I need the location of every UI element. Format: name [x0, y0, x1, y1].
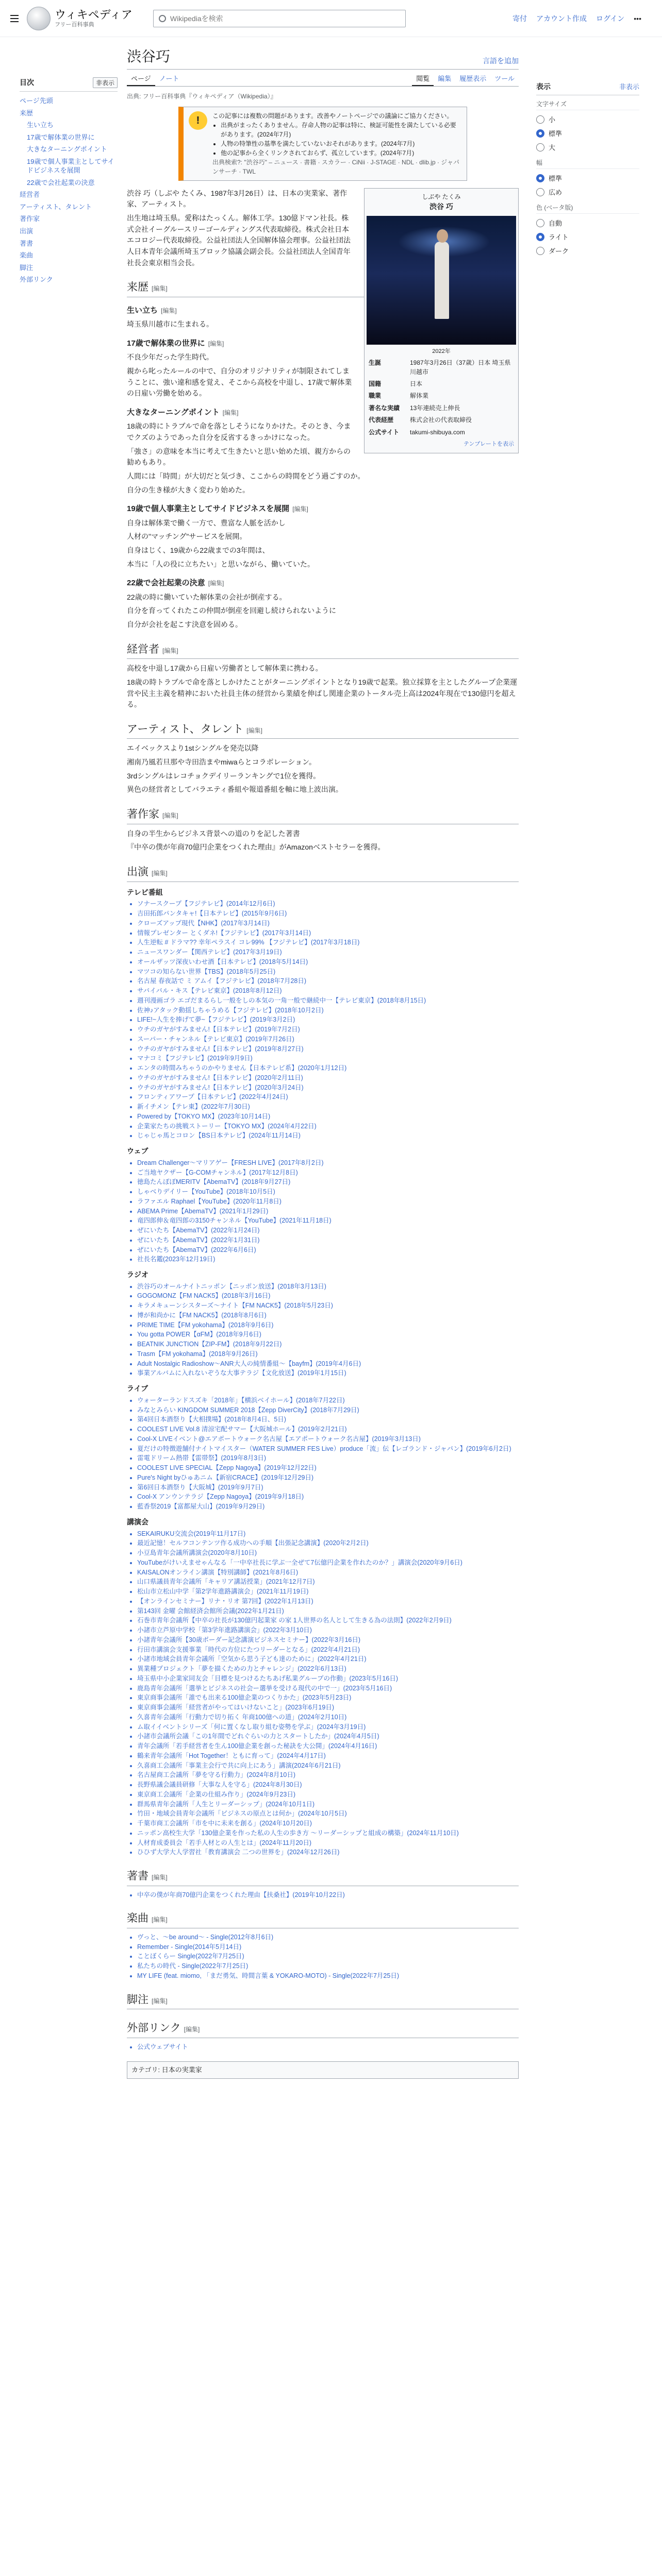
- color-dark[interactable]: ダーク: [536, 244, 639, 258]
- list-item[interactable]: • COOLEST LIVE Vol.8 清涼宅配サマー【大阪城ホール】(2019年2月21日): [137, 1425, 519, 1434]
- list-item[interactable]: • 藍香祭2019【富都屋大山】(2019年9月29日): [137, 1502, 519, 1512]
- subsection-web: ウェブ: [127, 1147, 148, 1156]
- list-item[interactable]: • ABEMA Prime【AbemaTV】(2021年1月29日): [137, 1207, 519, 1216]
- list-item[interactable]: • 小諸市地域会員青年会議所「空気から思う子ども達のために」(2022年4月21日): [137, 1654, 519, 1664]
- list-item[interactable]: • ウチのガヤがすみません!【日本テレビ】(2020年3月24日): [137, 1083, 519, 1093]
- edit-link[interactable]: [編集]: [152, 285, 168, 293]
- infobox-key: 国籍: [369, 380, 382, 387]
- paragraph: 「強さ」の意味を本当に考えて生きたいと思い始めた頃、親方からの勧めもあり。: [127, 447, 351, 467]
- list-item[interactable]: • Remember - Single(2014年5月14日): [137, 1942, 519, 1952]
- infobox-key: 職業: [369, 392, 382, 400]
- width-standard[interactable]: 標準: [536, 171, 639, 185]
- toc-item[interactable]: アーティスト、タレント: [20, 202, 92, 211]
- section-external-links: 外部リンク [編集]: [127, 2020, 519, 2038]
- paragraph: 自身は解体業で働く一方で、豊富な人脈を活かし: [127, 518, 286, 527]
- toc-hide-button[interactable]: 非表示: [93, 77, 118, 88]
- subsection-19: 19歳で個人事業主としてサイドビジネスを展開 [編集]: [127, 504, 308, 514]
- source-search-links[interactable]: 出典検索?: "渋谷巧" – ニュース · 書籍 · スカラー · CiNii · J-STAGE · NDL · dlib.jp · ジャパンサーチ · TWL: [212, 158, 460, 175]
- paragraph: エイベックスより1stシングルを発売以降: [127, 744, 259, 753]
- list-item[interactable]: • 久喜商工会議所「事業主会行で共に向上にあう」講演(2024年6月21日): [137, 1761, 519, 1771]
- text-size-large[interactable]: 大: [536, 140, 639, 154]
- site-logo[interactable]: [27, 7, 133, 30]
- wikipedia-globe-icon: [27, 7, 51, 30]
- list-item[interactable]: • 第6回日本酒祭り【大阪城】(2019年9月7日): [137, 1483, 519, 1493]
- paragraph: 不良少年だった学生時代。: [127, 353, 213, 362]
- music-list: [127, 1933, 519, 1981]
- infobox-key: 生誕: [369, 359, 382, 367]
- subsection-radio: ラジオ: [127, 1270, 148, 1279]
- list-item[interactable]: • 【オンラインセミナー】リナ・リオ 第7回】(2022年1月13日): [137, 1597, 519, 1606]
- create-account-link[interactable]: アカウント作成: [536, 14, 587, 23]
- list-item[interactable]: • しゃべりデイリー【YouTube】(2018年10月5日): [137, 1187, 519, 1197]
- paragraph: 18歳の時にトラブルで命を落としそうになりかけた。そのとき、今までクズのようであった自分を反省するきっかけになった。: [127, 422, 351, 442]
- color-label: 色 (ベータ版): [536, 203, 639, 214]
- list-item[interactable]: • ご当地ヤクザー【G-COMチャンネル】(2017年12月8日): [137, 1168, 519, 1178]
- toc-item[interactable]: 生い立ち: [27, 121, 54, 129]
- article-body: [127, 92, 519, 2079]
- paragraph: 18歳の時トラブルで命を落としかけたことがターニングポイントとなり19歳で起業。独立採算を主としたグループ企業運営や民主主義を精神においた社員主体の経営から業績を伸ばし関連企業のトータル売上高は2024年現在で130億円を超える。: [127, 677, 518, 709]
- subsection-tv: テレビ番組: [127, 888, 163, 896]
- donate-link[interactable]: 寄付: [512, 14, 527, 23]
- from-line: 出典: フリー百科事典『ウィキペディア（Wikipedia）』: [127, 93, 277, 100]
- list-item[interactable]: • Cool-X アンウンテラジ【Zepp Nagoya】(2019年9月18日): [137, 1492, 519, 1502]
- list-item[interactable]: • 山口県議員青年会議所「キャリア講話授業」(2021年12月7日): [137, 1577, 519, 1587]
- list-item[interactable]: • マツコの知らない世界【TBS】(2018年5月25日): [137, 967, 519, 977]
- lead-paragraph: 渋谷 巧（しぶや たくみ、1987年3月26日）は、日本の実業家、著作家、アーティスト。: [127, 189, 347, 209]
- paragraph: 3rdシングルはレコチョクデイリーランキングで1位を獲得。: [127, 771, 321, 780]
- text-size-label: 文字サイズ: [536, 99, 639, 110]
- list-item[interactable]: • 公式ウェブサイト: [137, 2042, 519, 2052]
- paragraph: 自身の半生からビジネス背景への道のりを記した著書: [127, 829, 300, 838]
- infobox-row: [367, 427, 516, 438]
- paragraph: 異色の経営者としてバラエティ番組や報道番組を軸に地上波出演。: [127, 785, 343, 794]
- tab-history[interactable]: 履歴表示: [459, 75, 487, 82]
- list-item[interactable]: • 雷電ドリーム熱帯【雷帯祭】(2019年8月3日): [137, 1453, 519, 1463]
- list-item[interactable]: • クローズアップ現代【NHK】(2017年3月14日): [137, 919, 519, 928]
- list-item[interactable]: • ぜにいたち【AbemaTV】(2022年1月31日): [137, 1235, 519, 1245]
- paragraph: 人間には「時間」が大切だと気づき、ここからの時間をどう過ごすのか。: [127, 471, 365, 480]
- search-box[interactable]: [153, 10, 406, 27]
- list-item[interactable]: • YouTubeがけいえませゃんなる「一中卒社長に学ぶ一全ぜて7伝億円企業を作れたのか？」講演会(2020年9月6日): [137, 1558, 519, 1568]
- infobox-key: 代表経歴: [369, 416, 394, 424]
- list-item[interactable]: • 私たちの時代 - Single(2022年7月25日): [137, 1961, 519, 1971]
- infobox-kana: しぶや たくみ: [422, 193, 461, 200]
- list-item[interactable]: • ウチのガヤがすみません!【日本テレビ】(2020年2月11日): [137, 1073, 519, 1083]
- paragraph: 『中卒の僕が年商70億円企業をつくれた理由』がAmazonベストセラーを獲得。: [127, 843, 385, 852]
- subsection-live: ライブ: [127, 1384, 148, 1393]
- list-item[interactable]: • ヴっと、〜be around〜 - Single(2012年8月6日): [137, 1933, 519, 1942]
- infobox: [364, 188, 519, 453]
- section-artist: アーティスト、タレント [編集]: [127, 721, 519, 739]
- list-item[interactable]: • Trasm【FM yokohama】(2018年9月26日): [137, 1349, 519, 1359]
- edit-link[interactable]: [編集]: [162, 647, 178, 654]
- site-title: ウィキペディア: [55, 8, 133, 22]
- list-item[interactable]: • 中卒の僕が年商70億円企業をつくれた理由【扶桑社】(2019年10月22日): [137, 1890, 519, 1900]
- list-item[interactable]: • ひひず大学大人学習社「教育講演会 二つの世界を」(2024年12月26日): [137, 1848, 519, 1857]
- paragraph: 自分の生き様が大きく変わり始めた。: [127, 485, 250, 494]
- list-item[interactable]: • ウチのガヤがすみません!【日本テレビ】(2019年8月27日): [137, 1044, 519, 1054]
- list-item[interactable]: • 企業家たちの挑戦ストーリー【TOKYO MX】(2024年4月22日): [137, 1122, 519, 1131]
- lead-paragraph-2: 出生地は埼玉県。愛称はたっくん。解体工学。130億ドマン社長。株式会社イーグルースリーゴールディングス代表取締役。株式会社日本エコロジー代表取締役。公益社団法人全国解体協会理事。公益社団法人日本青年会議所埼玉ブロック協議会副会長。公益社団法人全国青年社長会東京相当会長。: [127, 213, 351, 267]
- site-subtitle: フリー百科事典: [55, 21, 94, 28]
- list-item[interactable]: • ことぼくらー Single(2022年7月25日): [137, 1952, 519, 1961]
- section-notes: 脚注 [編集]: [127, 1991, 519, 2010]
- radio-list: [127, 1282, 519, 1379]
- issues-box: [178, 107, 467, 181]
- list-item[interactable]: • You gotta POWER【αFM】(2018年9月6日): [137, 1330, 519, 1340]
- width-label: 幅: [536, 158, 639, 169]
- list-item[interactable]: • GOGOMONZ【FM NACK5】(2018年3月16日): [137, 1291, 519, 1301]
- toc-item[interactable]: 来歴: [20, 109, 34, 117]
- main-menu-button[interactable]: [6, 10, 23, 27]
- search-input[interactable]: [170, 14, 400, 23]
- list-item[interactable]: • 鶴来青年会議所「Hot Together！ともに育って」(2024年4月17日): [137, 1751, 519, 1761]
- list-item[interactable]: • 東京商事会議所「経営者がやってはいけないこと」(2023年6月19日): [137, 1703, 519, 1713]
- list-item[interactable]: • 人材育成委員会「若手人材との人生とは」(2024年11月20日): [137, 1838, 519, 1848]
- infobox-value: 13年連続売上伸長: [410, 404, 460, 412]
- list-item[interactable]: • 情報プレゼンター とくダネ!【フジテレビ】(2017年3月14日): [137, 928, 519, 938]
- section-management: 経営者 [編集]: [127, 641, 519, 659]
- list-item[interactable]: • フロンティアワープ【日本テレビ】(2022年4月24日): [137, 1092, 519, 1102]
- edit-link[interactable]: [編集]: [152, 870, 168, 877]
- edit-link[interactable]: [編集]: [208, 580, 224, 587]
- appearance-hide-button[interactable]: 非表示: [619, 83, 639, 91]
- section-history: 来歴 [編集]: [127, 279, 519, 297]
- infobox-row: [367, 402, 516, 414]
- list-item[interactable]: • SEKAIRUKU交流会(2019年11月17日): [137, 1529, 519, 1539]
- list-item[interactable]: • ぜにいたち【AbemaTV】(2022年6月6日): [137, 1245, 519, 1255]
- list-item[interactable]: • 小諸市会議所会議「この1年間でどれぐらいの力とスタートしたか」(2024年4月5日): [137, 1732, 519, 1741]
- list-item[interactable]: • ソナースクープ【フジテレビ】(2014年12月6日): [137, 899, 519, 909]
- edit-link[interactable]: [編集]: [292, 505, 308, 513]
- edit-link[interactable]: [編集]: [162, 812, 178, 820]
- show-template-link[interactable]: テンプレートを表示: [463, 440, 514, 447]
- section-writer: 著作家 [編集]: [127, 806, 519, 824]
- page-title: 渋谷巧: [127, 49, 171, 65]
- subsection-17: 17歳で解体業の世界に [編集]: [127, 338, 224, 348]
- list-item[interactable]: • 新イチメン【テレ東】(2022年7月30日): [137, 1102, 519, 1112]
- edit-link[interactable]: [編集]: [208, 340, 224, 347]
- list-item[interactable]: • 異業種プロジェクト「夢を描くための力とチャレンジ」(2022年6月13日): [137, 1664, 519, 1674]
- list-item[interactable]: • ム取イイベントシリーズ「何に置くなし取り組む姿勢を学ぶ」(2024年3月19日): [137, 1722, 519, 1732]
- list-item[interactable]: • 夏だけの特徴遊舗付ナイトマイスター（WATER SUMMER FES Live）produce「流」伝【レゴランド・ジャパン】(2019年6月2日): [137, 1444, 519, 1454]
- list-item[interactable]: • 群馬県青年会議所「人生とリーダーシップ」(2024年10月1日): [137, 1800, 519, 1809]
- list-item[interactable]: • 第4回日本酒祭り【大相撲場】(2018年8月4日、5日): [137, 1415, 519, 1425]
- list-item[interactable]: • Adult Nostalgic Radioshow〜ANR大人の純情番組〜【bayfm】(2019年4月6日): [137, 1359, 519, 1369]
- list-item[interactable]: • LIFE!~人生を捧げて夢~【フジテレビ】(2019年3月2日): [137, 1015, 519, 1025]
- tab-edit[interactable]: 編集: [438, 75, 452, 82]
- list-item[interactable]: • 東京商事会議所「誰でも出来る100億企業のつくりかた」(2023年5月23日): [137, 1693, 519, 1703]
- paragraph: 自分を育ってくれたこの仲間が倒産を回避し続けられないように: [127, 606, 336, 615]
- infobox-name: 渋谷 巧: [429, 202, 453, 211]
- appearance-title: 表示: [536, 82, 551, 91]
- list-item[interactable]: • ウチのガヤがすみません!【日本テレビ】(2019年7月2日): [137, 1025, 519, 1035]
- list-item[interactable]: • 鹿島青年会議所「選挙とビジネスの社会ー選挙を受ける現代の中で一」(2023年5月16日): [137, 1684, 519, 1693]
- list-item[interactable]: • ニュースワンダー【関西テレビ】(2017年3月19日): [137, 947, 519, 957]
- toc-item[interactable]: 22歳で会社起業の決意: [27, 178, 95, 187]
- list-item[interactable]: • じゃじゃ馬とコロン【BS日本テレビ】(2024年11月14日): [137, 1131, 519, 1141]
- list-item[interactable]: • サバイバル・キス【テレビ東京】(2018年8月12日): [137, 986, 519, 996]
- image-caption: 2022年: [432, 348, 451, 355]
- paragraph: 自分が会社を起こす決意を固める。: [127, 620, 242, 629]
- list-item[interactable]: • ニッポン高校生大学「130億企業を作った私の人生の歩き方 ～リーダーシップと組成の構築」(2024年11月10日): [137, 1828, 519, 1838]
- list-item[interactable]: • 最近記憶！セルフコンテンツ作る成功への手順【出張記念講演】(2020年2月2日): [137, 1538, 519, 1548]
- subsection-lectures: 講演会: [127, 1517, 148, 1526]
- list-item[interactable]: • 徳島たんぽぽMERITV【AbemaTV】(2018年9月27日): [137, 1177, 519, 1187]
- web-list: [127, 1158, 519, 1264]
- warning-icon: !: [189, 111, 207, 130]
- list-item[interactable]: • マナコミ【フジテレビ】(2019年9月9日): [137, 1054, 519, 1063]
- list-item[interactable]: • 石巻市青年会議所【中卒の社長が130億円起業家 の家 1人世界の名人として生きる為の法則】(2022年2月9日): [137, 1616, 519, 1625]
- list-item[interactable]: • 週刊漫画ゴラ エゴだまるらし一般をしの本気の一角一般で継続中一【テレビ東京】(2018年8月15日): [137, 996, 519, 1006]
- appearance-panel: [536, 77, 639, 258]
- toc-item[interactable]: 脚注: [20, 263, 34, 272]
- color-light[interactable]: ライト: [536, 230, 639, 244]
- add-languages-button[interactable]: 言語を追加: [483, 57, 519, 65]
- edit-link[interactable]: [編集]: [246, 726, 262, 734]
- paragraph: 人材の"マッチング"サービスを展開。: [127, 532, 247, 541]
- list-item[interactable]: • キラメキューンシスターズ〜ナイト【FM NACK5】(2018年5月23日): [137, 1301, 519, 1311]
- toc-list: [20, 95, 118, 286]
- list-item[interactable]: • 埼玉県中小企業家同友会「目標を見つけるたちあげ私業グループの作動」(2023年5月16日): [137, 1674, 519, 1684]
- list-item[interactable]: • 千葉市商工会議所「市を中に未来を創る」(2024年10月20日): [137, 1819, 519, 1828]
- toc-item[interactable]: 著作家: [20, 215, 40, 223]
- edit-link[interactable]: [編集]: [152, 1916, 168, 1924]
- site-header: [0, 0, 662, 37]
- infobox-key: 公式サイト: [369, 428, 400, 436]
- edit-link[interactable]: [編集]: [152, 1874, 168, 1882]
- list-item[interactable]: • 名古屋 春夜話で ミ アムイ【フジテレビ】(2018年7月28日): [137, 976, 519, 986]
- list-item[interactable]: • MY LIFE (feat. miomo, 「まだ勇気、時間言葉 & YOKARO-MOTO) - Single(2022年7月25日): [137, 1971, 519, 1981]
- infobox-row: [367, 378, 516, 390]
- edit-link[interactable]: [編集]: [184, 2026, 200, 2033]
- section-books: 著書 [編集]: [127, 1868, 519, 1886]
- list-item[interactable]: • みなとみらい KINGDOM SUMMER 2018【Zepp DiverCity】(2018年7月29日): [137, 1405, 519, 1415]
- color-auto[interactable]: 自動: [536, 216, 639, 230]
- list-item[interactable]: • 竜四郎伸＆竜四郎の3150チャンネル【YouTube】(2021年11月18日): [137, 1216, 519, 1226]
- infobox-table: [367, 357, 516, 438]
- list-item[interactable]: • Pure's Night byひゅあニム【新宿CRACE】(2019年12月29日): [137, 1473, 519, 1483]
- more-menu-icon[interactable]: •••: [634, 14, 641, 23]
- toc-item[interactable]: 大きなターニングポイント: [27, 145, 107, 154]
- list-item[interactable]: • 小豆島青年会議所講演会(2020年8月10日): [137, 1548, 519, 1558]
- list-item[interactable]: • 吉田拓郎パンタキャ!【日本テレビ】(2015年9月6日): [137, 909, 519, 919]
- paragraph: 高校を中退し17歳から日雇い労働者として解体業に携わる。: [127, 664, 323, 673]
- text-size-standard[interactable]: 標準: [536, 126, 639, 140]
- issue-item: • 人物の特筆性の基準を満たしていないおそれがあります。(2024年7月): [221, 139, 461, 148]
- toc-item[interactable]: 経営者: [20, 191, 40, 199]
- infobox-value: 日本: [410, 380, 423, 387]
- paragraph: 本当に「人の役に立ちたい」と思いながら、働いていた。: [127, 560, 315, 568]
- paragraph: 埼玉県川越市に生まれる。: [127, 320, 213, 329]
- infobox-value: 1987年3月26日（37歳）日本 埼玉県川越市: [410, 359, 511, 376]
- toc-item[interactable]: 楽曲: [20, 251, 34, 260]
- list-item[interactable]: • 東京商工会議所「企業の仕組み作り」(2024年9月23日): [137, 1790, 519, 1800]
- tab-talk[interactable]: ノート: [159, 75, 179, 82]
- list-item[interactable]: • COOLEST LIVE SPECIAL【Zepp Nagoya】(2019年12月22日): [137, 1463, 519, 1473]
- toc-item[interactable]: 17歳で解体業の世界に: [27, 133, 95, 141]
- subsection-birth: 生い立ち [編集]: [127, 306, 177, 315]
- toc-item[interactable]: 出演: [20, 227, 34, 235]
- subsection-22: 22歳で会社起業の決意 [編集]: [127, 579, 224, 588]
- list-item[interactable]: • ウォーターランドスズキ「2018年」【横浜ベイホール】(2018年7月22日): [137, 1396, 519, 1405]
- paragraph: 親から叱ったルールの中で、自分のオリジナリティが制限されてしまうことに、強い違和感を覚え、そこから高校を中退し、17歳で解体業の日雇い労働を始める。: [127, 366, 352, 398]
- text-size-small[interactable]: 小: [536, 112, 639, 126]
- infobox-value: takumi-shibuya.com: [410, 428, 465, 436]
- list-item[interactable]: • KAISALONオンライン講演【特別講師】(2021年8月6日): [137, 1568, 519, 1578]
- list-item[interactable]: • ぜにいたち【AbemaTV】(2022年1月24日): [137, 1226, 519, 1235]
- list-item[interactable]: • 渋谷巧のオールナイトニッポン【ニッポン放送】(2018年3月13日): [137, 1282, 519, 1292]
- list-item[interactable]: • 小諸青年会議所【30歳ボーダー記念講演ビジネスセミナー】(2022年3月16日): [137, 1635, 519, 1645]
- list-item[interactable]: • 竹田・地域会員青年会議所「ビジネスの原点とは何か」(2024年10月5日): [137, 1809, 519, 1819]
- infobox-row: [367, 390, 516, 402]
- list-item[interactable]: • 博が和尚かに【FM NACK5】(2018年8月6日): [137, 1311, 519, 1320]
- lecture-list: [127, 1529, 519, 1858]
- portrait-image[interactable]: [367, 216, 516, 345]
- toc-item[interactable]: 外部リンク: [20, 276, 53, 284]
- page-title-bar: [127, 45, 519, 70]
- list-item[interactable]: • 行田市講演会支援事業「時代の方位にたつリーダーとなる」(2022年4月21日): [137, 1645, 519, 1655]
- issues-head: この記事には複数の問題があります。改善やノートページでの議論にご協力ください。: [212, 112, 453, 120]
- list-item[interactable]: • 人生逆転 # ドラマ?? 幸年ペラスイ コレ99% 【フジテレビ】(2017年3月18日): [137, 938, 519, 947]
- subsection-turning-point: 大きなターニングポイント [編集]: [127, 408, 239, 417]
- list-item[interactable]: • エンタの時間みちゃうのかやりません【日本テレビ系】(2020年1月12日): [137, 1063, 519, 1073]
- list-item[interactable]: • Dream Challenger〜マリアゲー【FRESH LIVE】(2017年8月2日): [137, 1158, 519, 1168]
- list-item[interactable]: • BEATNIK JUNCTION【ZIP-FM】(2018年9月22日): [137, 1340, 519, 1349]
- list-item[interactable]: • Powered by【TOKYO MX】(2023年10月14日): [137, 1112, 519, 1122]
- toc-item[interactable]: 著書: [20, 239, 34, 247]
- toc-title: 目次: [20, 78, 34, 87]
- paragraph: 22歳の時に働いていた解体業の会社が倒産する。: [127, 592, 287, 601]
- list-item[interactable]: • 名古屋商工会議所「夢を守る行動力」(2024年8月10日): [137, 1770, 519, 1780]
- list-item[interactable]: • 久喜青年会議所「行動力で切り拓く 年商100億への道」(2024年2月10日): [137, 1713, 519, 1722]
- edit-link[interactable]: [編集]: [152, 1997, 168, 2005]
- list-item[interactable]: • 事業アルバムに入れないぞうな大事テラジ【文化放送】(2019年1月15日): [137, 1368, 519, 1378]
- infobox-row: [367, 414, 516, 426]
- width-wide[interactable]: 広め: [536, 185, 639, 199]
- list-item[interactable]: • 第143回 金曜 会館経済会館所会議(2022年1月21日): [137, 1606, 519, 1616]
- list-item[interactable]: • オールザッツ深夜いわせ酒【日本テレビ】(2018年5月14日): [137, 957, 519, 967]
- list-item[interactable]: • PRIME TIME【FM yokohama】(2018年9月6日): [137, 1320, 519, 1330]
- list-item[interactable]: • 長野県議会議員研修「大事な人を守る」(2024年8月30日): [137, 1780, 519, 1790]
- external-links-list: [127, 2042, 519, 2052]
- tab-page[interactable]: ページ: [127, 69, 155, 86]
- paragraph: 湘南乃風若旦那や寺田浩まやmiwaらとコラボレーション。: [127, 758, 316, 767]
- tab-read[interactable]: 閲覧: [412, 69, 434, 86]
- issue-item: • 他の記事から全くリンクされておらず、孤立しています。(2024年7月): [221, 148, 461, 158]
- edit-link[interactable]: [編集]: [222, 409, 239, 416]
- list-item[interactable]: • ラファエル Raphael【YouTube】(2020年11月8日): [137, 1197, 519, 1207]
- tab-tools[interactable]: ツール: [494, 75, 515, 82]
- list-item[interactable]: • スーパー・チャンネル【テレビ東京】(2019年7月26日): [137, 1035, 519, 1044]
- list-item[interactable]: • 小諸市立芦原中学校「第3学年進路講演会」(2022年3月10日): [137, 1625, 519, 1635]
- toc-item[interactable]: ページ先頭: [20, 97, 53, 105]
- edit-link[interactable]: [編集]: [161, 307, 177, 314]
- infobox-row: [367, 357, 516, 378]
- toc-item[interactable]: 19歳で個人事業主としてサイドビジネスを展開: [27, 157, 114, 175]
- infobox-value: 解体業: [410, 392, 429, 400]
- list-item[interactable]: • 青年会議所「若手経営者を生ん100億企業を創った秘訣を大公開」(2024年4月16日): [137, 1741, 519, 1751]
- infobox-value: 株式会社の代表取締役: [410, 416, 472, 424]
- section-music: 楽曲 [編集]: [127, 1910, 519, 1928]
- list-item[interactable]: • 松山市立松山中学「第2学年進路講演会」(2021年11月19日): [137, 1587, 519, 1597]
- search-icon: [159, 15, 166, 22]
- tv-list: [127, 899, 519, 1141]
- list-item[interactable]: • 佐神♪アタック動揺しちゃうめる【フジテレビ】(2018年10月2日): [137, 1006, 519, 1015]
- login-link[interactable]: ログイン: [595, 14, 625, 23]
- live-list: [127, 1396, 519, 1512]
- table-of-contents: [20, 77, 118, 286]
- page-tabs: [127, 69, 519, 87]
- list-item[interactable]: • 社長名鑑(2023年12月19日): [137, 1255, 519, 1264]
- books-list: [127, 1890, 519, 1900]
- issue-item: • 出典がまったくありません。存命人物の記事は特に、検証可能性を満たしている必要があります。(2024年7月): [221, 121, 461, 139]
- section-appearances: 出演 [編集]: [127, 863, 519, 882]
- category-box[interactable]: カテゴリ: 日本の実業家: [127, 2061, 519, 2079]
- list-item[interactable]: • Cool-X LIVEイベント@エアポートウォーク名古屋【エアポートウォーク名古屋】(2019年3月13日): [137, 1434, 519, 1444]
- infobox-key: 著名な実績: [369, 404, 400, 412]
- paragraph: 自身はじく、19歳から22歳までの3年間は、: [127, 546, 270, 554]
